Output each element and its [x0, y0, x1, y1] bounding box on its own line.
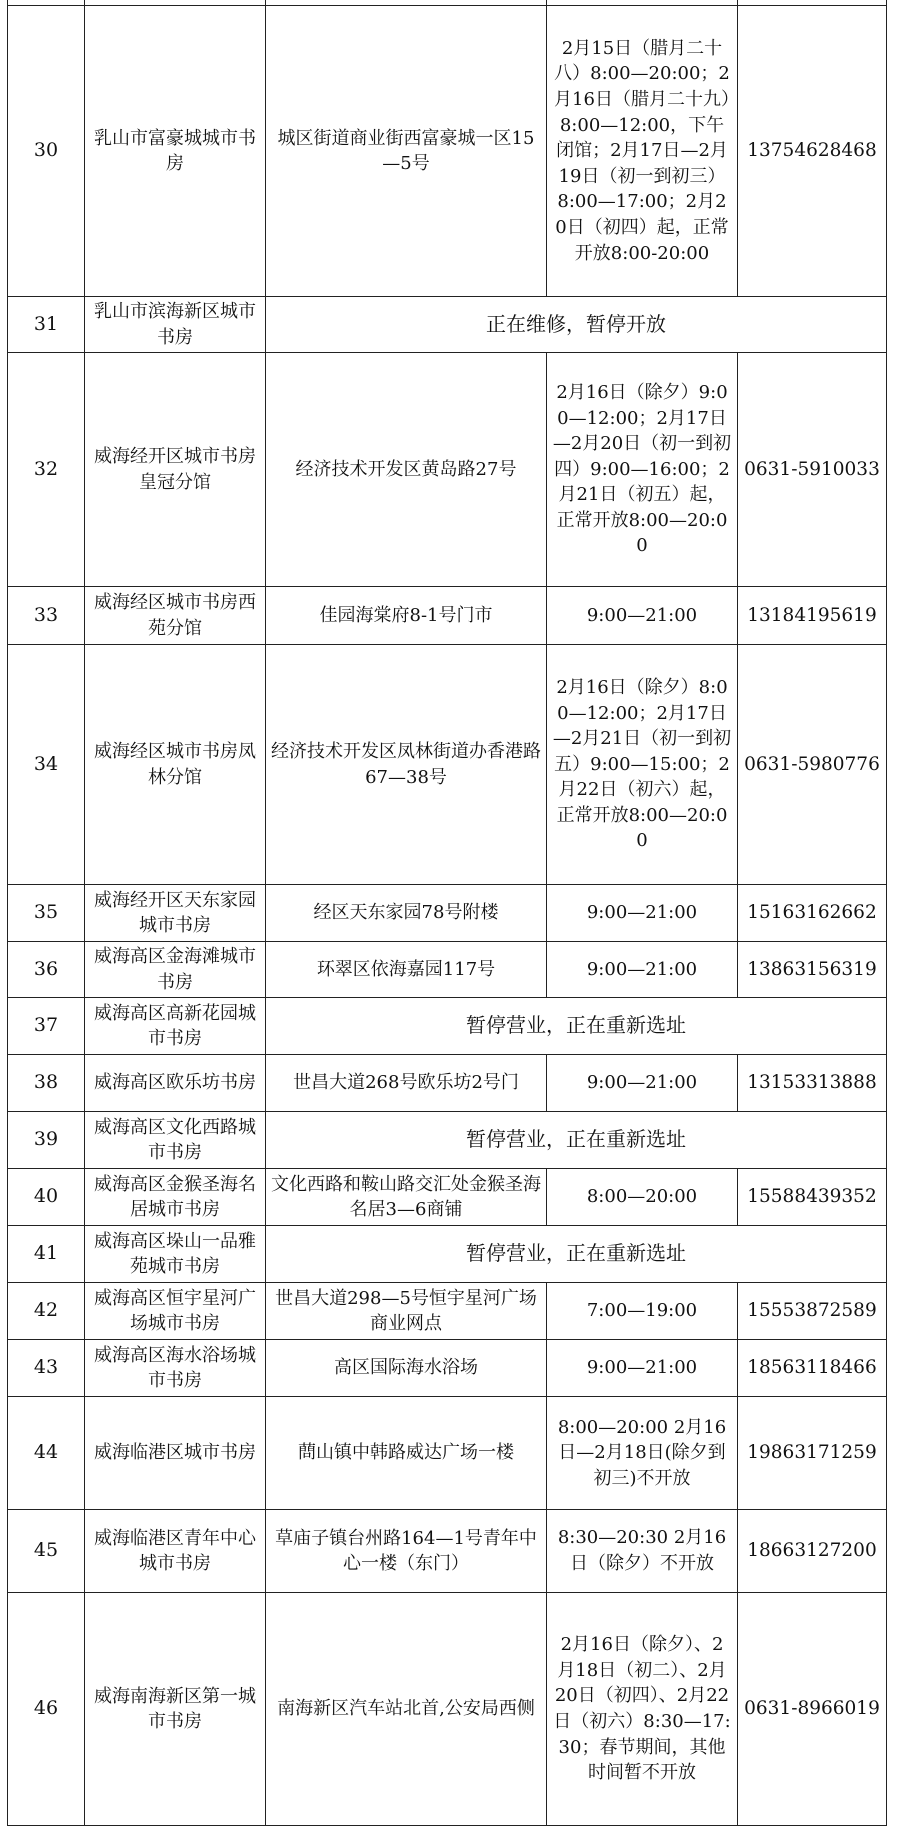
- table-row: [8, 587, 887, 645]
- library-name: 威海高区文化西路城市书房: [85, 1112, 266, 1169]
- phone-number: 18563118466: [738, 1340, 887, 1397]
- library-address: 南海新区汽车站北首,公安局西侧: [266, 1593, 547, 1826]
- phone-number: 13184195619: [738, 587, 887, 645]
- table-row: [8, 885, 887, 942]
- library-name: 威海高区恒宇星河广场城市书房: [85, 1283, 266, 1340]
- table-row: [8, 998, 887, 1055]
- library-name: 威海高区金猴圣海名居城市书房: [85, 1169, 266, 1226]
- table-row: [8, 1283, 887, 1340]
- library-address: 高区国际海水浴场: [266, 1340, 547, 1397]
- table-row: [8, 1510, 887, 1593]
- row-number: 30: [8, 6, 85, 297]
- phone-number: 15553872589: [738, 1283, 887, 1340]
- row-number: 41: [8, 1226, 85, 1283]
- table-row: [8, 297, 887, 353]
- library-address: 经济技术开发区凤林街道办香港路67—38号: [266, 645, 547, 885]
- opening-hours: 9:00—21:00: [547, 885, 738, 942]
- opening-hours: 2月16日（除夕）8:00—12:00；2月17日—2月21日（初一到初五）9:00—15:00；2月22日（初六）起，正常开放8:00—20:00: [547, 645, 738, 885]
- opening-hours: 9:00—21:00: [547, 1340, 738, 1397]
- status-note: 暂停营业，正在重新选址: [266, 1112, 887, 1169]
- phone-number: 13863156319: [738, 942, 887, 998]
- phone-number: 15588439352: [738, 1169, 887, 1226]
- opening-hours: 8:00—20:00 2月16日—2月18日(除夕到初三)不开放: [547, 1397, 738, 1510]
- status-note: 正在维修，暂停开放: [266, 297, 887, 353]
- library-name: 乳山市滨海新区城市书房: [85, 297, 266, 353]
- table-row: [8, 645, 887, 885]
- phone-number: 0631-5910033: [738, 353, 887, 587]
- row-number: 36: [8, 942, 85, 998]
- table-row: [8, 353, 887, 587]
- row-number: 45: [8, 1510, 85, 1593]
- library-name: 威海高区欧乐坊书房: [85, 1055, 266, 1112]
- library-address: 蔄山镇中韩路威达广场一楼: [266, 1397, 547, 1510]
- library-name: 威海高区高新花园城市书房: [85, 998, 266, 1055]
- opening-hours: 9:00—21:00: [547, 1055, 738, 1112]
- library-address: 世昌大道298—5号恒宇星河广场商业网点: [266, 1283, 547, 1340]
- library-name: 威海经开区天东家园城市书房: [85, 885, 266, 942]
- library-name: 威海高区海水浴场城市书房: [85, 1340, 266, 1397]
- library-name: 威海临港区青年中心城市书房: [85, 1510, 266, 1593]
- status-note: 暂停营业，正在重新选址: [266, 998, 887, 1055]
- library-name: 威海高区金海滩城市书房: [85, 942, 266, 998]
- row-number: 37: [8, 998, 85, 1055]
- row-number: 38: [8, 1055, 85, 1112]
- library-name: 威海经区城市书房凤林分馆: [85, 645, 266, 885]
- table-row: [8, 1112, 887, 1169]
- phone-number: 15163162662: [738, 885, 887, 942]
- library-address: 经济技术开发区黄岛路27号: [266, 353, 547, 587]
- table-row: [8, 1340, 887, 1397]
- phone-number: 0631-5980776: [738, 645, 887, 885]
- phone-number: 18663127200: [738, 1510, 887, 1593]
- library-name: 威海南海新区第一城市书房: [85, 1593, 266, 1826]
- opening-hours: 2月15日（腊月二十八）8:00—20:00；2月16日（腊月二十九）8:00—12:00，下午闭馆；2月17日—2月19日（初一到初三）8:00—17:00；2月20日（初四）起，正常开放8:00-20:00: [547, 6, 738, 297]
- library-address: 文化西路和鞍山路交汇处金猴圣海名居3—6商铺: [266, 1169, 547, 1226]
- library-address: 经区天东家园78号附楼: [266, 885, 547, 942]
- opening-hours: 2月16日（除夕）、2月18日（初二）、2月20日（初四）、2月22日（初六）8:30—17:30；春节期间，其他时间暂不开放: [547, 1593, 738, 1826]
- opening-hours: 8:00—20:00: [547, 1169, 738, 1226]
- table-row: [8, 1226, 887, 1283]
- row-number: 42: [8, 1283, 85, 1340]
- opening-hours: 7:00—19:00: [547, 1283, 738, 1340]
- library-address: 环翠区依海嘉园117号: [266, 942, 547, 998]
- library-name: 乳山市富豪城城市书房: [85, 6, 266, 297]
- table-row: [8, 1055, 887, 1112]
- opening-hours: 8:30—20:30 2月16日（除夕）不开放: [547, 1510, 738, 1593]
- phone-number: 13754628468: [738, 6, 887, 297]
- phone-number: 13153313888: [738, 1055, 887, 1112]
- library-name: 威海经开区城市书房皇冠分馆: [85, 353, 266, 587]
- row-number: 31: [8, 297, 85, 353]
- library-table-body: [8, 0, 887, 1826]
- library-name: 威海经区城市书房西苑分馆: [85, 587, 266, 645]
- opening-hours: 2月16日（除夕）9:00—12:00；2月17日—2月20日（初一到初四）9:00—16:00；2月21日（初五）起，正常开放8:00—20:00: [547, 353, 738, 587]
- row-number: 33: [8, 587, 85, 645]
- library-address: 佳园海棠府8-1号门市: [266, 587, 547, 645]
- library-name: 威海临港区城市书房: [85, 1397, 266, 1510]
- opening-hours: 9:00—21:00: [547, 942, 738, 998]
- table-row: [8, 6, 887, 297]
- opening-hours: 9:00—21:00: [547, 587, 738, 645]
- row-number: 44: [8, 1397, 85, 1510]
- row-number: 43: [8, 1340, 85, 1397]
- status-note: 暂停营业，正在重新选址: [266, 1226, 887, 1283]
- table-row: [8, 942, 887, 998]
- row-number: 32: [8, 353, 85, 587]
- row-number: 34: [8, 645, 85, 885]
- row-number: 35: [8, 885, 85, 942]
- table-row: [8, 1169, 887, 1226]
- table-row: [8, 1593, 887, 1826]
- library-address: 城区街道商业街西富豪城一区15—5号: [266, 6, 547, 297]
- library-name: 威海高区垛山一品雅苑城市书房: [85, 1226, 266, 1283]
- library-address: 草庙子镇台州路164—1号青年中心一楼（东门）: [266, 1510, 547, 1593]
- library-address: 世昌大道268号欧乐坊2号门: [266, 1055, 547, 1112]
- phone-number: 19863171259: [738, 1397, 887, 1510]
- phone-number: 0631-8966019: [738, 1593, 887, 1826]
- library-table: [7, 0, 887, 1826]
- row-number: 39: [8, 1112, 85, 1169]
- row-number: 40: [8, 1169, 85, 1226]
- row-number: 46: [8, 1593, 85, 1826]
- table-row: [8, 1397, 887, 1510]
